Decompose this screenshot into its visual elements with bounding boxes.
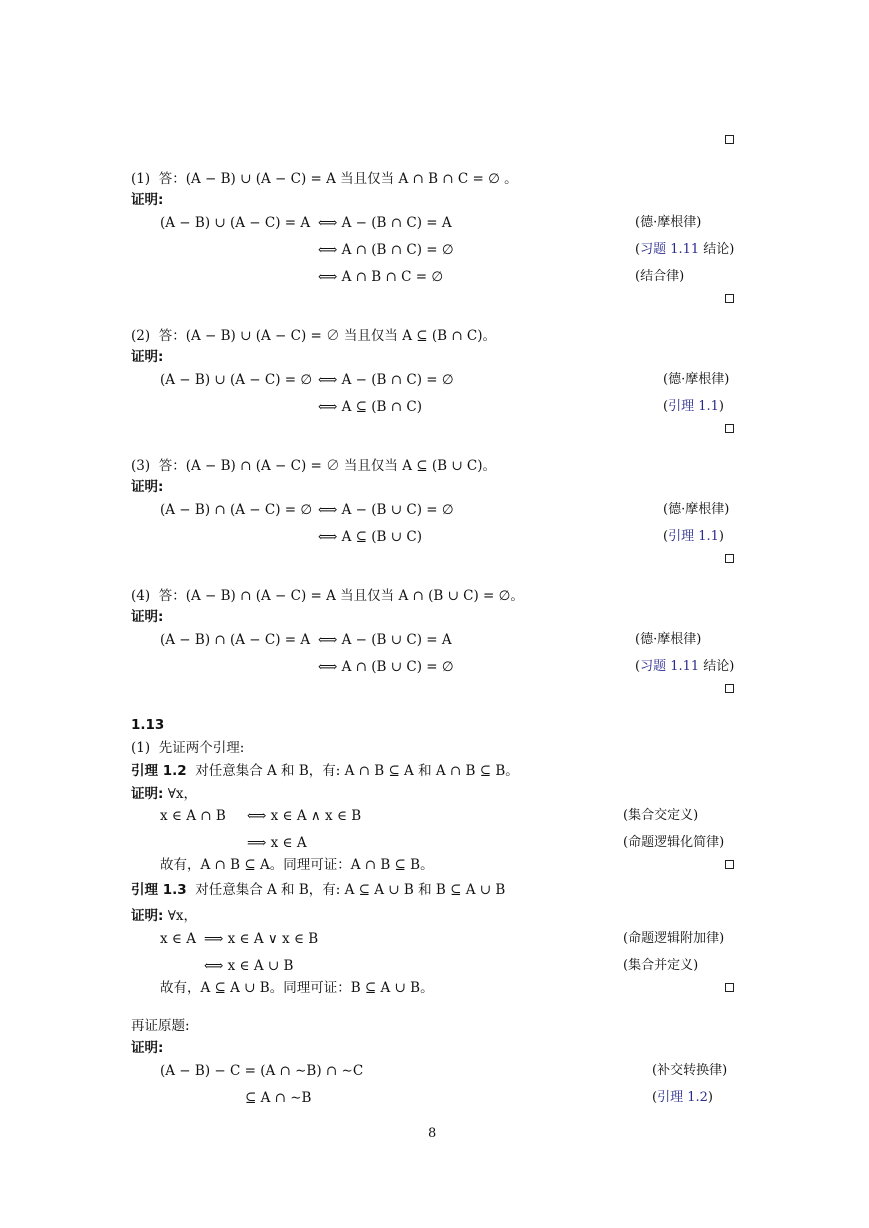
lemma-proof-start [131,785,197,803]
proof-label: 证明: [131,349,164,365]
step-justification [635,241,734,259]
step-rhs: ⟺ A ∩ B ∩ C = ∅ [318,269,444,285]
proof-label: 证明: [131,479,164,495]
part-3-answer [131,457,496,475]
qed-symbol [725,684,734,693]
lemma-conclusion: 故有，A ⊆ A ∪ B。同理可证：B ⊆ A ∪ B。 [160,980,434,996]
lemma-title: 引理 1.2 [131,763,187,779]
step-justification: (命题逻辑化简律) [623,835,725,850]
step-rhs: ⟺ A − (B ∩ C) = ∅ [318,372,454,388]
part-1-answer [131,170,518,188]
step-rhs: ⟺ A ∩ (B ∪ C) = ∅ [318,659,454,675]
just-text: (德·摩根律) [663,502,730,517]
step-justification [663,528,724,546]
step-justification: (命题逻辑附加律) [623,931,725,946]
just-text: (德·摩根律) [635,215,702,230]
step-justification [635,268,684,286]
step-lhs: x ∈ A [160,931,196,947]
qed-symbol [725,983,734,992]
just-text: ) [718,399,724,414]
just-text: ) [718,529,724,544]
step-rhs: ⟺ A ⊆ (B ∩ C) [318,399,422,415]
step-justification [652,1062,727,1080]
just-text: ( [663,399,669,414]
just-text: 结论) [699,242,735,257]
answer-text: 答：(A − B) ∩ (A − C) = ∅ 当且仅当 A ⊆ (B ∪ C)。 [158,458,497,474]
reference-link[interactable]: 引理 1.1 [668,529,719,544]
step-justification: (集合并定义) [623,958,699,973]
just-text: ) [707,1090,713,1105]
step-rhs: ⟺ x ∈ A ∧ x ∈ B [247,808,362,824]
step-expression: (A − B) − C = (A ∩ ∼B) ∩ ∼C [160,1063,364,1079]
lemma-text: 对任意集合 A 和 B，有: A ∩ B ⊆ A 和 A ∩ B ⊆ B。 [195,763,519,779]
step-rhs: ⟺ x ∈ A ∪ B [204,958,294,974]
just-text: ( [652,1090,658,1105]
step-lhs: (A − B) ∩ (A − C) = ∅ [160,502,313,518]
lemma-1-3-statement [131,881,505,899]
just-text: 结论) [699,659,735,674]
qed-symbol [725,424,734,433]
part-4-answer [131,587,524,605]
main-intro: 再证原题: [131,1018,190,1034]
step-lhs: (A − B) ∩ (A − C) = A [160,632,311,648]
part-label: (2) [131,328,151,344]
step-rhs: ⟺ A − (B ∪ C) = ∅ [318,502,454,518]
just-text: (补交转换律) [652,1063,728,1078]
reference-link[interactable]: 习题 1.11 [640,242,700,257]
intro-text: 先证两个引理: [158,740,245,756]
lemma-1-2-statement [131,762,519,780]
proof-start: ∀x， [167,908,197,924]
just-text: ( [635,659,641,674]
step-justification [663,398,724,416]
step-justification [652,1089,713,1107]
just-text: ( [663,529,669,544]
proof-label: 证明: [131,1040,164,1056]
step-rhs: ⟺ A ∩ (B ∩ C) = ∅ [318,242,454,258]
qed-symbol [725,294,734,303]
step-rhs: ⟹ x ∈ A [247,835,307,851]
part-label: (1) [131,171,151,187]
proof-label: 证明: [131,908,164,924]
qed-symbol [725,135,734,144]
step-lhs: (A − B) ∪ (A − C) = ∅ [160,372,313,388]
step-rhs: ⟺ A ⊆ (B ∪ C) [318,529,422,545]
step-rhs: ⟺ A − (B ∩ C) = A [318,215,452,231]
proof-label: 证明: [131,609,164,625]
lemma-text: 对任意集合 A 和 B，有: A ⊆ A ∪ B 和 B ⊆ A ∪ B [195,882,506,898]
qed-symbol [725,554,734,563]
step-rhs: ⟹ x ∈ A ∨ x ∈ B [204,931,319,947]
answer-text: 答：(A − B) ∪ (A − C) = ∅ 当且仅当 A ⊆ (B ∩ C)。 [158,328,497,344]
part-2-answer [131,327,496,345]
step-expression: ⊆ A ∩ ∼B [245,1090,312,1106]
just-text: (德·摩根律) [635,632,702,647]
reference-link[interactable]: 引理 1.2 [657,1090,708,1105]
just-text: (德·摩根律) [663,372,730,387]
answer-text: 答：(A − B) ∩ (A − C) = A 当且仅当 A ∩ (B ∪ C) = ∅。 [158,588,524,604]
step-justification [663,371,729,389]
just-text: ( [635,242,641,257]
exercise-intro [131,739,244,757]
part-label: (1) [131,740,151,756]
step-justification: (集合交定义) [623,808,699,823]
lemma-proof-start [131,907,197,925]
step-justification [635,631,701,649]
proof-label: 证明: [131,786,164,802]
exercise-number: 1.13 [131,717,165,733]
reference-link[interactable]: 引理 1.1 [668,399,719,414]
part-label: (3) [131,458,151,474]
step-justification [663,501,729,519]
step-lhs: (A − B) ∪ (A − C) = A [160,215,311,231]
qed-symbol [725,860,734,869]
answer-text: 答：(A − B) ∪ (A − C) = A 当且仅当 A ∩ B ∩ C = ∅ 。 [158,171,518,187]
step-rhs: ⟺ A − (B ∪ C) = A [318,632,452,648]
reference-link[interactable]: 习题 1.11 [640,659,700,674]
step-justification [635,214,701,232]
page-number: 8 [428,1126,437,1141]
lemma-title: 引理 1.3 [131,882,187,898]
just-text: (结合律) [635,269,685,284]
proof-start: ∀x， [167,786,197,802]
part-label: (4) [131,588,151,604]
step-lhs: x ∈ A ∩ B [160,808,226,824]
lemma-conclusion: 故有，A ∩ B ⊆ A。同理可证：A ∩ B ⊆ B。 [160,857,434,873]
step-justification [635,658,734,676]
proof-label: 证明: [131,192,164,208]
